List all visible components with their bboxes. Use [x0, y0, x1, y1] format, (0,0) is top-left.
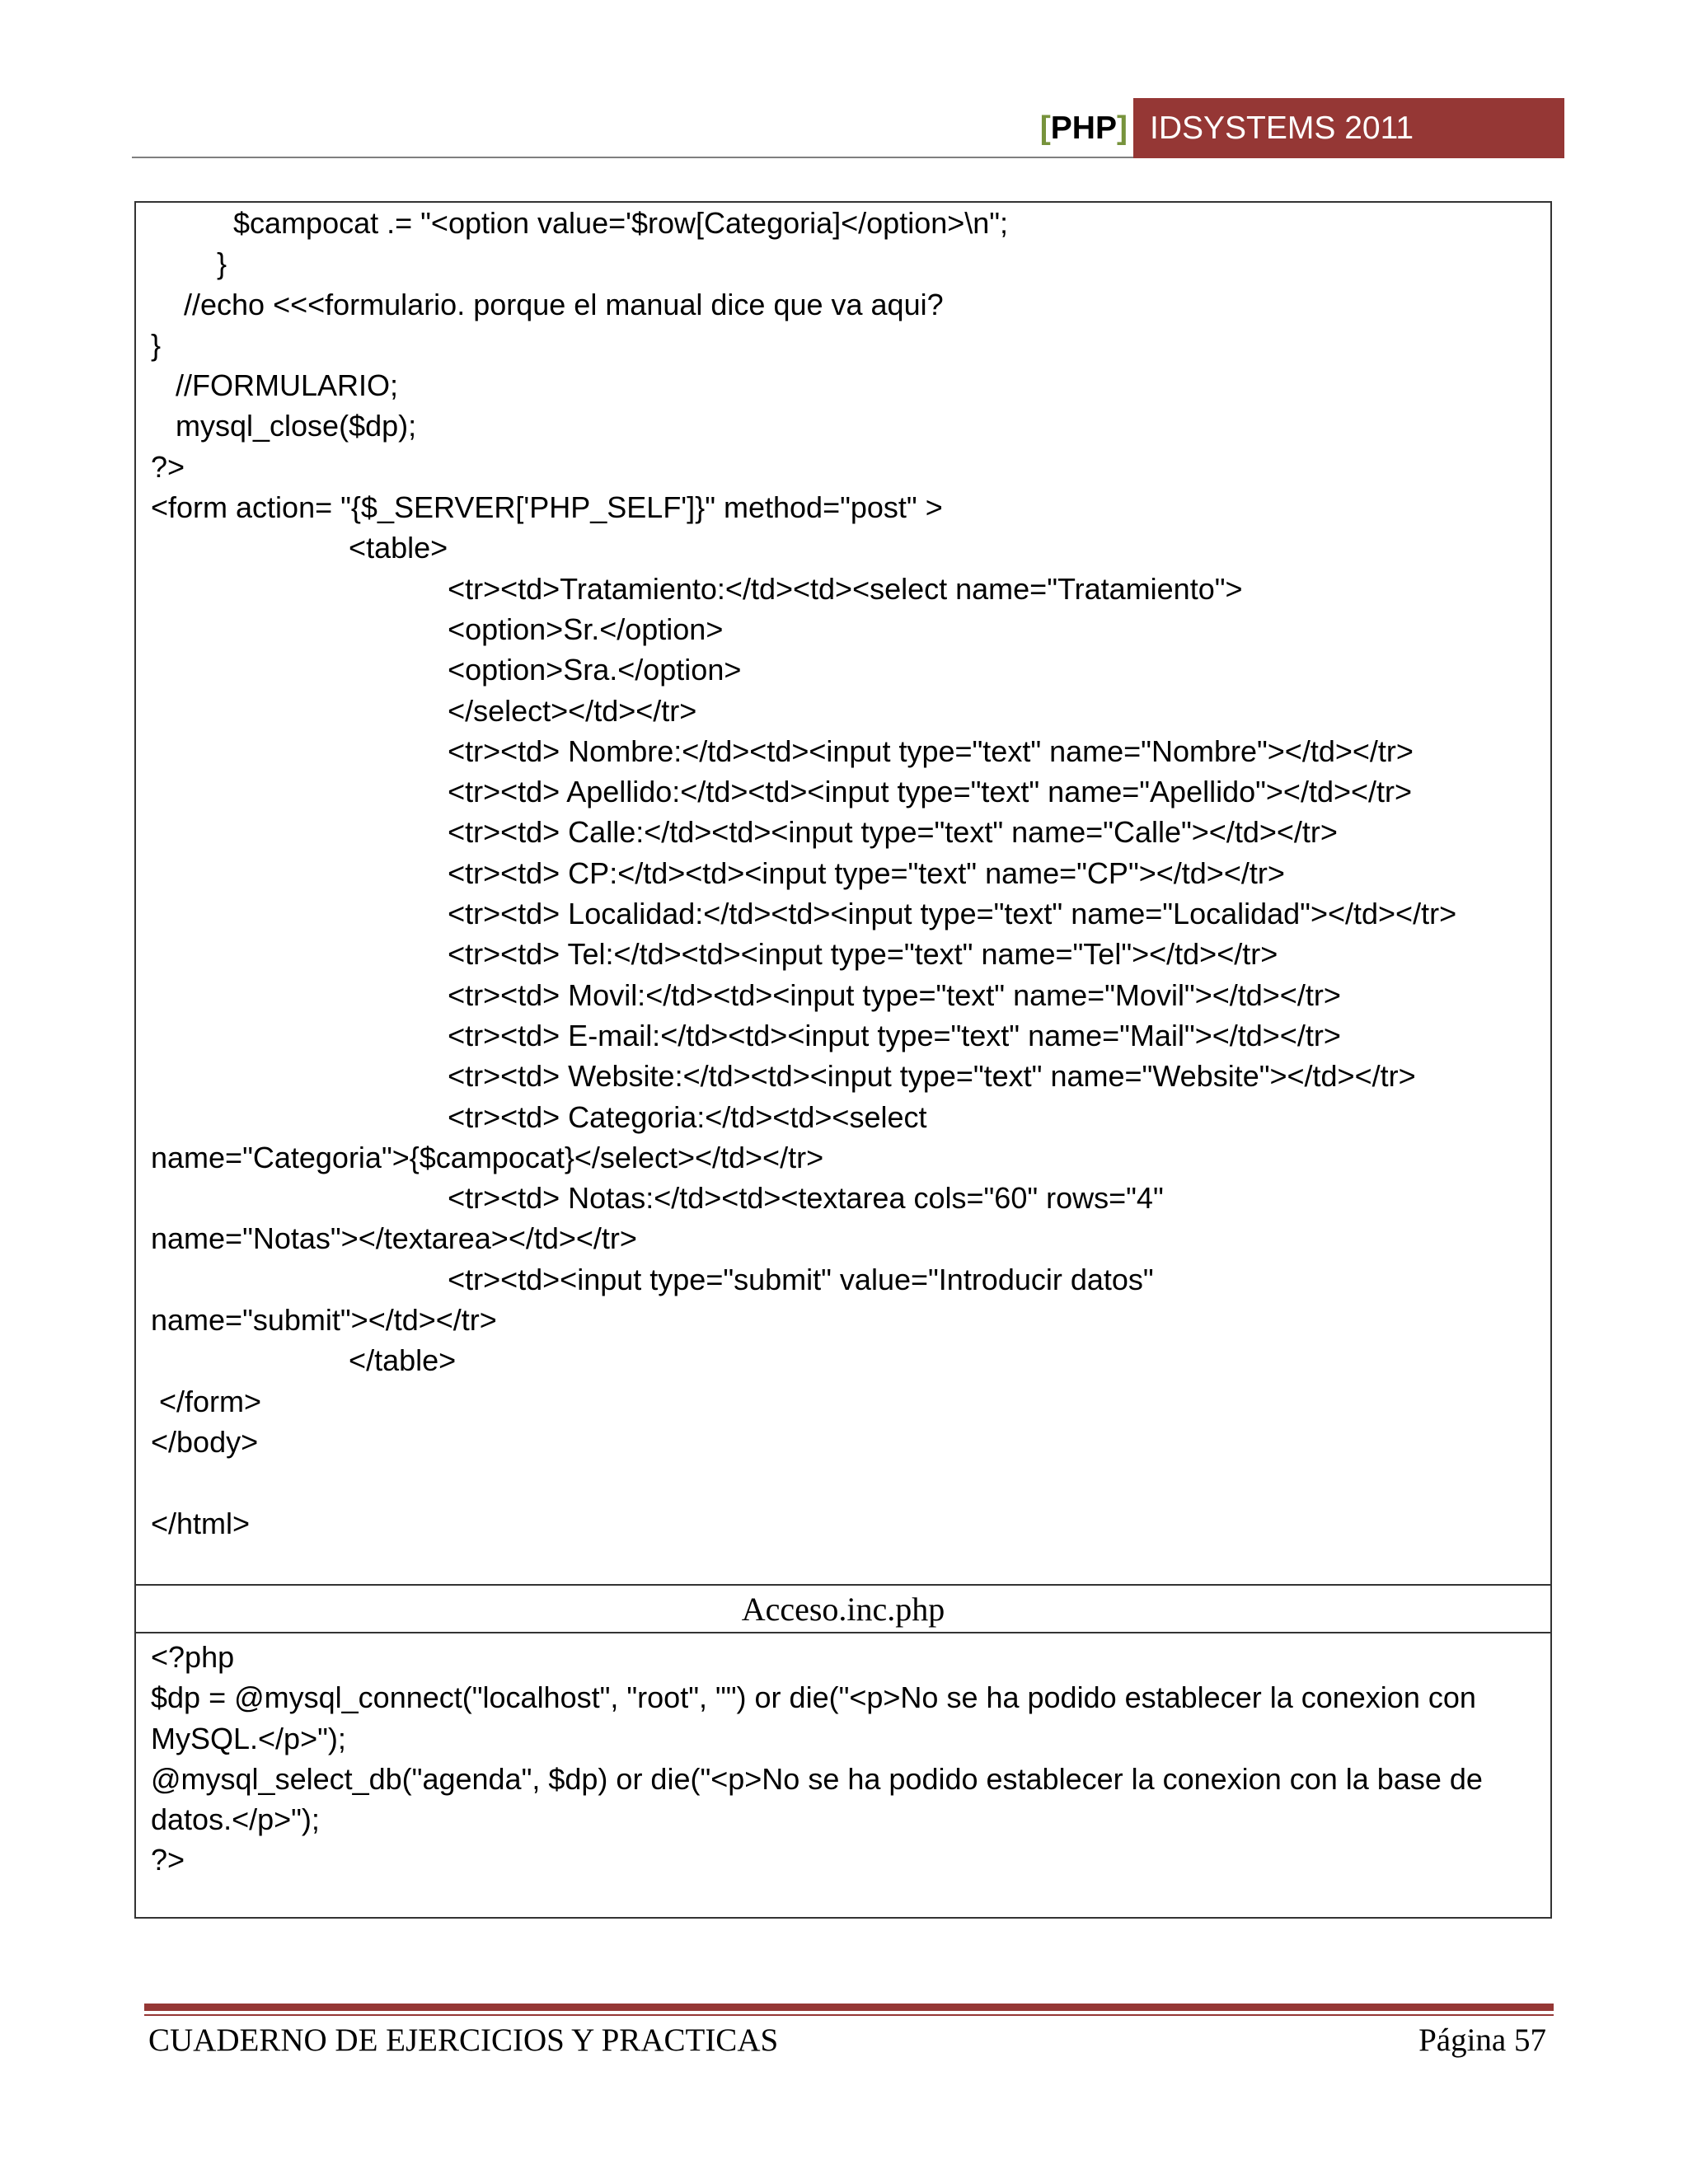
code-line: </body> [151, 1424, 259, 1459]
code-line: @mysql_select_db("agenda", $dp) or die("<p>No se ha podido establecer la conexion con la base de [151, 1761, 1483, 1796]
file-caption: Acceso.inc.php [741, 1591, 945, 1628]
code-line: <tr><td> Calle:</td><td><input type="text" name="Calle"></td></tr> [151, 815, 1338, 850]
code-line: //echo <<<formulario. porque el manual dice que va aqui? [151, 287, 944, 321]
code-line: </form> [151, 1384, 262, 1418]
code-line: name="Categoria">{$campocat}</select></td></tr> [151, 1140, 824, 1174]
code-line: ?> [151, 449, 185, 484]
code-line: <tr><td> Categoria:</td><td><select [151, 1099, 927, 1134]
code-line: <option>Sr.</option> [151, 612, 724, 646]
code-line: } [151, 327, 162, 362]
code-line: <form action= "{$_SERVER['PHP_SELF']}" method="post" > [151, 490, 943, 525]
code-line: <tr><td>Tratamiento:</td><td><select name="Tratamiento"> [151, 571, 1243, 606]
code-line: } [151, 246, 227, 281]
caption-bottom-divider [136, 1632, 1550, 1633]
code-block-bottom [151, 1637, 1542, 1881]
code-line: $campocat .= "<option value='$row[Categoria]</option>\n"; [151, 206, 1009, 240]
code-line: <?php [151, 1640, 235, 1674]
code-line: $dp = @mysql_connect("localhost", "root", "") or die("<p>No se ha podido establecer la conexion con [151, 1680, 1476, 1715]
code-line: </select></td></tr> [151, 693, 697, 728]
code-line: datos.</p>"); [151, 1802, 320, 1837]
code-line: <tr><td> Movil:</td><td><input type="text" name="Movil"></td></tr> [151, 977, 1341, 1012]
header-divider [132, 157, 1133, 158]
code-line: <tr><td> Localidad:</td><td><input type="text" name="Localidad"></td></tr> [151, 897, 1457, 931]
code-line: //FORMULARIO; [151, 368, 399, 403]
code-frame [134, 201, 1552, 1919]
code-line: <tr><td> CP:</td><td><input type="text" name="CP"></td></tr> [151, 855, 1285, 890]
code-line: <tr><td> Apellido:</td><td><input type="text" name="Apellido"></td></tr> [151, 775, 1413, 809]
bracket-close: ] [1117, 110, 1128, 146]
header-title: IDSYSTEMS 2011 [1150, 110, 1414, 146]
code-line: <option>Sra.</option> [151, 653, 742, 687]
code-line: <tr><td> E-mail:</td><td><input type="text" name="Mail"></td></tr> [151, 1018, 1341, 1052]
footer-book-title: CUADERNO DE EJERCICIOS Y PRACTICAS [148, 2022, 779, 2058]
section-label: PHP [1050, 110, 1117, 146]
code-line: ?> [151, 1843, 185, 1877]
footer-divider-thick [144, 2004, 1554, 2011]
footer-divider-thin [144, 2014, 1554, 2016]
code-line: <tr><td> Tel:</td><td><input type="text" name="Tel"></td></tr> [151, 937, 1278, 972]
code-line: name="submit"></td></tr> [151, 1303, 497, 1338]
page-number: Página 57 [1418, 2022, 1546, 2058]
code-line: <tr><td><input type="submit" value="Introducir datos" [151, 1262, 1154, 1296]
code-line: name="Notas"></textarea></td></tr> [151, 1221, 637, 1256]
header-section-tag [948, 105, 1128, 152]
code-line: <table> [151, 531, 448, 565]
bracket-open: [ [1039, 110, 1051, 146]
header-title-box [1133, 98, 1564, 158]
code-line: MySQL.</p>"); [151, 1721, 346, 1755]
code-line: </html> [151, 1506, 251, 1540]
code-line: <tr><td> Nombre:</td><td><input type="text" name="Nombre"></td></tr> [151, 733, 1414, 768]
code-block-top [151, 203, 1542, 1544]
code-line [151, 1462, 1542, 1502]
code-line: </table> [151, 1343, 457, 1378]
code-line: mysql_close($dp); [151, 409, 417, 443]
code-line: <tr><td> Notas:</td><td><textarea cols="60" rows="4" [151, 1181, 1164, 1216]
code-line: <tr><td> Website:</td><td><input type="text" name="Website"></td></tr> [151, 1059, 1416, 1094]
